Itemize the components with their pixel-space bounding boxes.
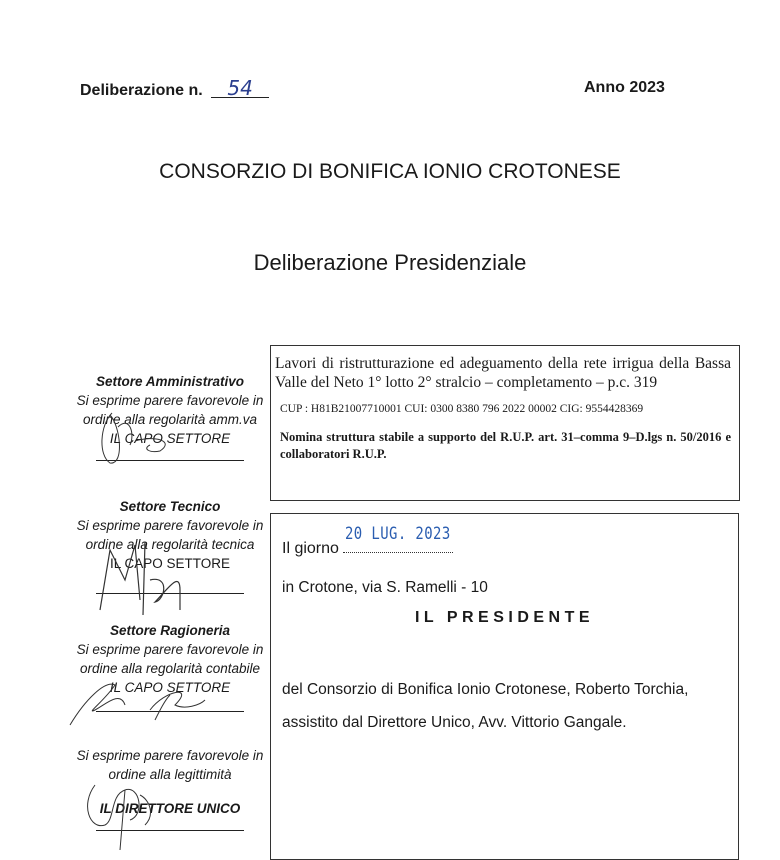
approval-text: Si esprime parere favorevole in <box>76 642 264 657</box>
approval-text: Si esprime parere favorevole in <box>76 748 264 763</box>
approval-legittimita <box>70 746 270 831</box>
sector-label: Settore Ragioneria <box>109 623 231 638</box>
giorno-field <box>282 524 453 558</box>
body-box <box>270 513 739 860</box>
approval-amministrativo <box>70 372 270 461</box>
signature-line <box>96 460 244 461</box>
presidente-line-2: assistito dal Direttore Unico, Avv. Vittorio Gangale. <box>282 714 627 731</box>
anno: Anno 2023 <box>584 79 665 96</box>
role-label: IL CAPO SETTORE <box>109 431 231 446</box>
deliberazione-number-field <box>80 76 269 100</box>
sector-label: Settore Amministrativo <box>95 374 245 389</box>
document-type: Deliberazione Presidenziale <box>253 250 527 275</box>
consorzio-title: CONSORZIO DI BONIFICA IONIO CROTONESE <box>159 160 621 183</box>
presidente-line-1: del Consorzio di Bonifica Ionio Crotonese, Roberto Torchia, <box>282 681 689 698</box>
sector-label: Settore Tecnico <box>119 499 221 514</box>
signature-line <box>96 711 244 712</box>
approval-text: ordine alla regolarità amm.va <box>82 412 258 427</box>
role-label: IL CAPO SETTORE <box>109 680 231 695</box>
approval-text: Si esprime parere favorevole in <box>76 393 264 408</box>
subject-codes: CUP : H81B21007710001 CUI: 0300 8380 796 2022 00002 CIG: 9554428369 <box>280 403 644 415</box>
giorno-label: Il giorno <box>282 540 339 557</box>
approval-tecnico <box>70 497 270 594</box>
deliberazione-label: Deliberazione n. <box>80 82 203 99</box>
subject-title: Lavori di ristrutturazione ed adeguamento della rete irrigua della Bassa Valle del Neto 1° lotto 2° stralcio – completamento – p.c. 319 <box>275 355 731 391</box>
approval-text: ordine alla regolarità tecnica <box>85 537 255 552</box>
signature-line <box>96 593 244 594</box>
role-label: IL CAPO SETTORE <box>109 556 231 571</box>
role-label: IL DIRETTORE UNICO <box>99 801 241 816</box>
approval-text: ordine alla legittimità <box>108 767 232 782</box>
signature-line <box>96 830 244 831</box>
presidente-heading: IL PRESIDENTE <box>414 609 595 626</box>
deliberazione-number: 54 <box>211 79 269 98</box>
approval-text: ordine alla regolarità contabile <box>79 661 261 676</box>
date-stamp: 20 LUG. 2023 <box>345 524 452 544</box>
approval-ragioneria <box>70 621 270 712</box>
subject-nomina: Nomina struttura stabile a supporto del R.U.P. art. 31–comma 9–D.lgs n. 50/2016 e collaboratori R.U.P. <box>280 430 731 461</box>
subject-box <box>270 345 740 501</box>
location: in Crotone, via S. Ramelli - 10 <box>282 579 488 596</box>
approval-text: Si esprime parere favorevole in <box>76 518 264 533</box>
